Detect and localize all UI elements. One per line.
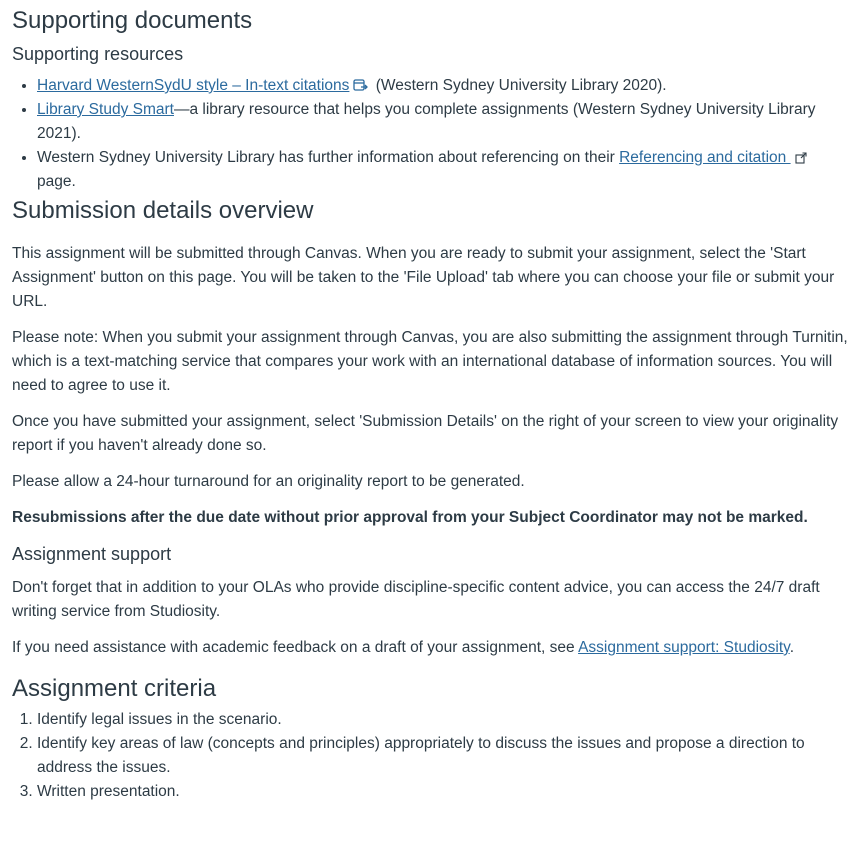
studiosity-support-link[interactable]: Assignment support: Studiosity	[578, 639, 790, 656]
referencing-citation-link[interactable]: Referencing and citation	[619, 149, 791, 166]
assignment-criteria-list	[12, 708, 856, 804]
submission-details-heading: Submission details overview	[12, 197, 314, 224]
list-item: 1. Identify legal issues in the scenario.	[37, 708, 856, 732]
referencing-tail-text: page.	[37, 173, 76, 190]
assignment-criteria-heading: Assignment criteria	[12, 675, 217, 702]
submission-paragraph-4: Please allow a 24-hour turnaround for an originality report to be generated.	[12, 473, 525, 490]
support-paragraph-2-text: If you need assistance with academic feedback on a draft of your assignment, see	[12, 639, 579, 656]
support-paragraph-2-end: .	[789, 639, 795, 656]
support-paragraph-1: Don't forget that in addition to your OLAs who provide discipline-specific content advice, you can access the 24/7 draft writing service from Studiosity.	[12, 579, 820, 620]
external-link-icon[interactable]	[795, 152, 807, 164]
open-in-tab-icon[interactable]	[353, 78, 369, 92]
submission-paragraph-2: Please note: When you submit your assignment through Canvas, you are also submitting the assignment through Turnitin, which is a text-matching service that compares your work with an international database of information sources. You will need to agree to use it.	[12, 329, 848, 394]
assignment-support-heading: Assignment support	[12, 544, 172, 564]
list-item: 2. Identify key areas of law (concepts and principles) appropriately to discuss the issues and propose a direction to address the issues.	[37, 732, 856, 780]
list-item	[37, 98, 856, 146]
supporting-documents-heading: Supporting documents	[12, 7, 253, 34]
supporting-resources-subheading: Supporting resources	[12, 44, 184, 64]
list-item	[37, 146, 856, 194]
support-paragraph-2	[12, 636, 856, 660]
supporting-resources-list	[12, 74, 856, 194]
resubmission-warning	[12, 506, 856, 530]
list-item	[37, 74, 856, 98]
library-study-smart-link[interactable]: Library Study Smart	[37, 101, 174, 118]
list-item: 3. Written presentation.	[37, 780, 856, 804]
referencing-intro-text: Western Sydney University Library has further information about referencing on their	[37, 149, 620, 166]
harvard-style-link[interactable]: Harvard WesternSydU style – In-text citations	[37, 77, 350, 94]
citation-text: (Western Sydney University Library 2020).	[371, 77, 667, 94]
submission-paragraph-3: Once you have submitted your assignment, select 'Submission Details' on the right of your screen to view your originality report if you haven't already done so.	[12, 413, 839, 454]
resource-description: —a library resource that helps you complete assignments (Western Sydney University Library 2021).	[37, 101, 816, 142]
submission-paragraph-1: This assignment will be submitted through Canvas. When you are ready to submit your assignment, select the 'Start Assignment' button on this page. You will be taken to the 'File Upload' tab where you can choose your file or submit your URL.	[12, 245, 835, 310]
resubmission-warning-text: Resubmissions after the due date without prior approval from your Subject Coordinator may not be marked.	[12, 509, 808, 526]
